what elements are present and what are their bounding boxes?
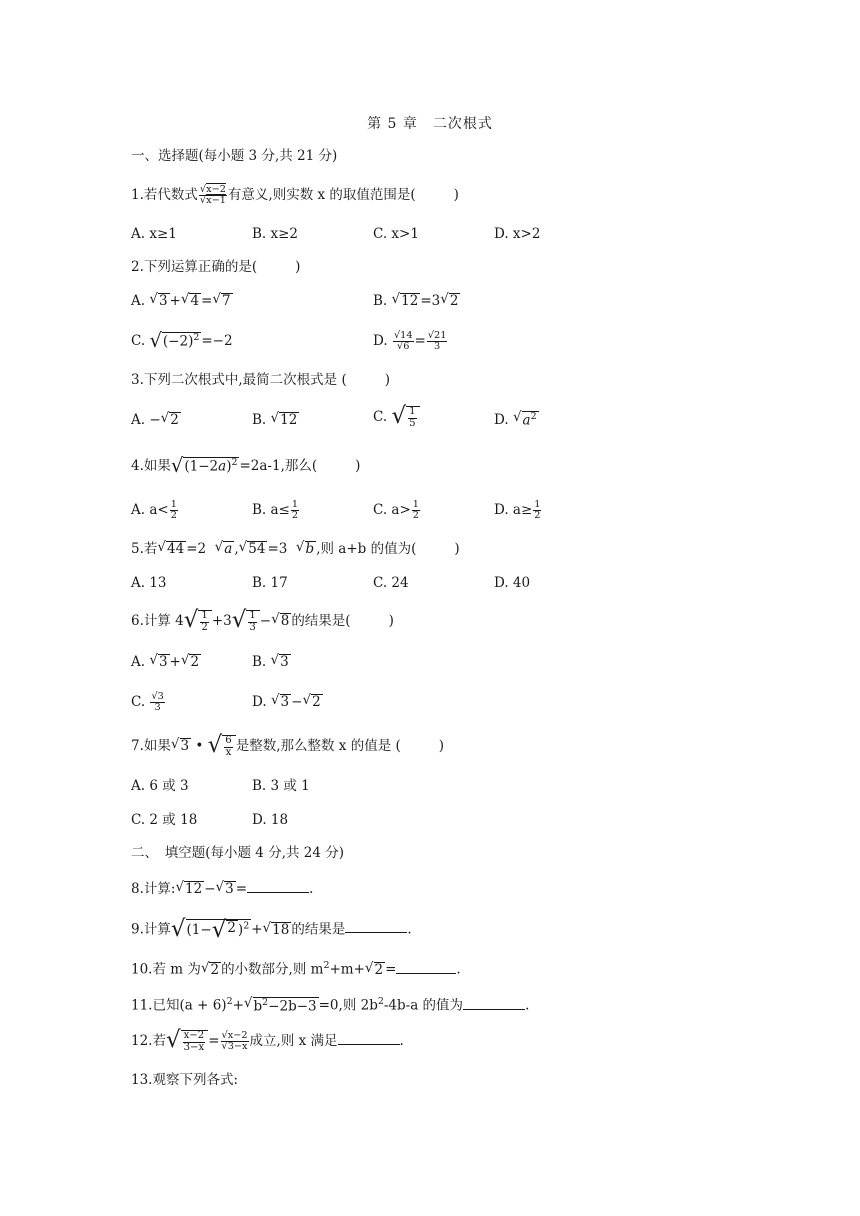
q7-option-b: B. 3 或 1 bbox=[252, 778, 310, 794]
q1-expression: $\frac{√x-2}{√x-1}$ bbox=[199, 184, 226, 207]
question-2: 2.下列运算正确的是( ) bbox=[131, 259, 301, 275]
q2-option-b: B. √ 12 =3 √ 2 bbox=[373, 291, 459, 310]
q6-option-a: A. √ 3 + √ 2 bbox=[131, 652, 200, 671]
q3-option-c: C. √ $\frac{1}{5}$ bbox=[373, 406, 420, 429]
q5-option-b: B. 17 bbox=[252, 575, 288, 591]
q7-option-c: C. 2 或 18 bbox=[131, 812, 198, 828]
q7-option-d: D. 18 bbox=[252, 812, 289, 828]
q1-stem-pre: 1.若代数式 bbox=[131, 187, 198, 204]
question-7: 7.如果 √ 3 • √ $\frac{6}{x}$ 是整数,那么整数 x 的值是 ( ) bbox=[131, 732, 445, 758]
question-12: 12.若 √ $\frac{x-2}{3-x}$ = $\frac{√x-2}{√3-x}$ 成立,则 x 满足 . bbox=[131, 1027, 404, 1053]
answer-blank[interactable] bbox=[463, 997, 525, 1010]
q4-option-b: B. a≤ $\frac{1}{2}$ bbox=[252, 499, 299, 522]
question-6: 6.计算 4 √ $\frac{1}{2}$ +3 √ $\frac{1}{3}$ − √ 8 的结果是( ) bbox=[131, 607, 394, 633]
q6-option-c: C. $\frac{√3}{3}$ bbox=[131, 691, 164, 714]
section-heading-choice: 一、选择题(每小题 3 分,共 21 分) bbox=[131, 148, 338, 164]
q2-option-c: C. √ $(-2)^2$ =−2 bbox=[131, 329, 233, 353]
q7-option-a: A. 6 或 3 bbox=[131, 778, 189, 794]
q5-option-a: A. 13 bbox=[131, 575, 167, 591]
q6-option-b: B. √ 3 bbox=[252, 652, 289, 671]
question-11: 11.已知$(a + 6)^2+$ √ $b^2-2b-3$ =0,则 $2b^2-4b-a$ 的值为 . bbox=[131, 994, 530, 1015]
q5-option-c: C. 24 bbox=[373, 575, 409, 591]
q1-option-d: D. x>2 bbox=[494, 226, 541, 242]
question-1: 1.若代数式 $\frac{√x-2}{√x-1}$ 有意义,则实数 x 的取值范围是( ) bbox=[131, 184, 459, 207]
q3-option-a: A. − √ 2 bbox=[131, 410, 179, 429]
answer-blank[interactable] bbox=[247, 880, 309, 893]
q3-option-d: D. √ $a^2$ bbox=[494, 409, 537, 429]
q6-option-d: D. √ 3 − √ 2 bbox=[252, 692, 321, 711]
answer-blank[interactable] bbox=[396, 961, 456, 974]
question-4: 4.如果 √ $(1-2a)^2$ =2a-1,那么( ) bbox=[131, 454, 361, 478]
q1-option-b: B. x≥2 bbox=[252, 226, 299, 242]
q3-option-b: B. √ 12 bbox=[252, 410, 298, 429]
question-5: 5.若 √ 44 =2 √ a , √ 54 =3 √ b ,则 a+b 的值为( ) bbox=[131, 539, 460, 558]
q2-option-d: D. $\frac{√14}{√6}$ = $\frac{√21}{3}$ bbox=[373, 330, 447, 353]
question-8: 8.计算: √ 12 − √ 3 = . bbox=[131, 879, 314, 898]
q4-option-c: C. a> $\frac{1}{2}$ bbox=[373, 499, 419, 522]
answer-blank[interactable] bbox=[338, 1032, 400, 1045]
q1-stem-post: 有意义,则实数 x 的取值范围是( bbox=[227, 187, 416, 204]
q1-option-c: C. x>1 bbox=[373, 226, 419, 242]
question-3: 3.下列二次根式中,最简二次根式是 ( ) bbox=[131, 372, 391, 388]
question-13: 13.观察下列各式: bbox=[131, 1072, 239, 1088]
q5-option-d: D. 40 bbox=[494, 575, 531, 591]
q1-option-a: A. x≥1 bbox=[131, 226, 177, 242]
q4-option-a: A. a< $\frac{1}{2}$ bbox=[131, 499, 177, 522]
q2-option-a: A. √ 3 + √ 4 = √ 7 bbox=[131, 291, 231, 310]
question-9: 9.计算 √ (1− √ 2 )$^2$ + √ 18 的结果是 . bbox=[131, 916, 412, 943]
answer-blank[interactable] bbox=[345, 920, 407, 933]
q4-option-d: D. a≥ $\frac{1}{2}$ bbox=[494, 499, 541, 522]
question-10: 10.若 m 为 √ 2 的小数部分,则 $m^2+m+$ √ 2 = . bbox=[131, 959, 461, 978]
page-title: 第 5 章 二次根式 bbox=[367, 116, 493, 132]
section-heading-fill: 二、 填空题(每小题 4 分,共 24 分) bbox=[131, 845, 345, 861]
